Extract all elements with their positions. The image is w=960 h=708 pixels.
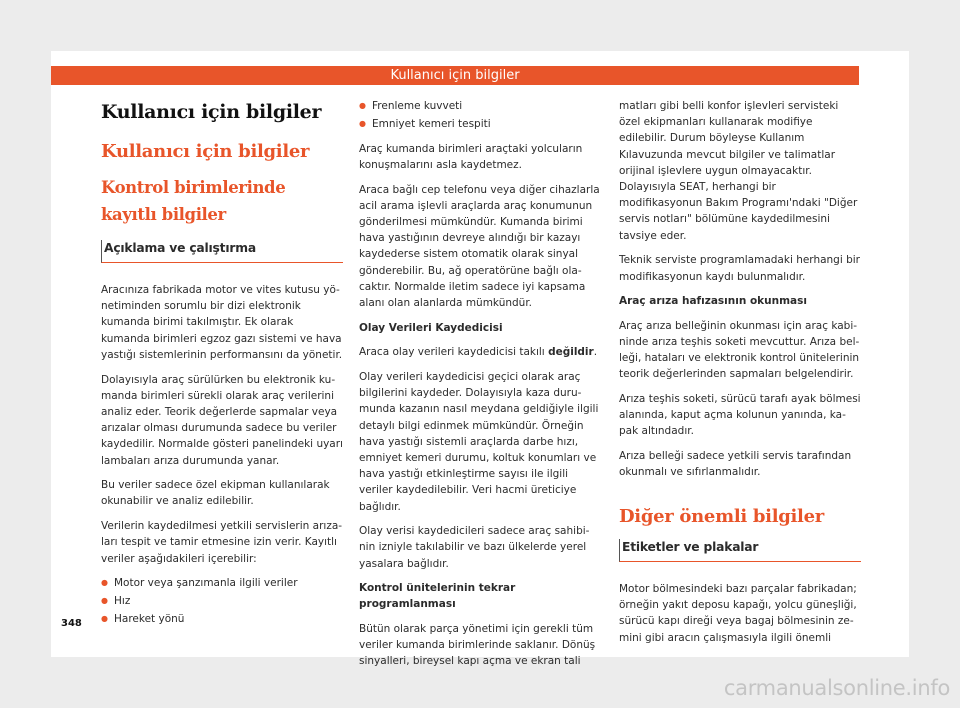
fault-memory-heading: Araç arıza hafızasının okunması bbox=[619, 295, 807, 308]
page-number: 348 bbox=[61, 618, 82, 629]
text-column-3 bbox=[619, 98, 861, 654]
paragraph: matları gibi belli konfor işlevleri servisteki özel ekipmanları kullanarak modifiye edilebilir. Durum böyleyse Kullanım Kılavuzunda mevcut bilgiler ve talimatlar orijinal işlevlere uygun olmayacaktır. Dolayısıyla SEAT, herhangi bir modifikasyonun Bakım Programı'ndaki "Diğer servis notları" bölümüne kaydedilmesini tavsiye eder. bbox=[619, 100, 858, 242]
subsection-title: Kontrol birimlerinde kayıtlı bilgiler bbox=[101, 178, 286, 224]
paragraph: Araç kumanda birimleri araçtaki yolcuların konuşmalarını asla kaydetmez. bbox=[359, 142, 583, 171]
list-item: ● Hareket yönü bbox=[101, 611, 343, 627]
paragraph: Dolayısıyla araç sürülürken bu elektronik kumanda birimleri sürekli olarak araç verilerini analiz eder. Teorik değerlerde sapmalar veya arızalar olması durumunda sadece bu veriler kaydedilir. Normalde gösteri panelindeki uyarı lambaları arıza durumunda yanar. bbox=[101, 373, 343, 467]
watermark: carmanualsonline.info bbox=[723, 676, 950, 700]
paragraph-text: Araca olay verileri kaydedicisi takılı bbox=[359, 346, 549, 359]
emphasis-text: değildir bbox=[548, 346, 594, 359]
text-column-1 bbox=[101, 98, 343, 636]
chapter-banner: Kullanıcı için bilgiler bbox=[51, 66, 859, 85]
paragraph bbox=[359, 344, 601, 360]
paragraph: Olay verileri kaydedicisi geçici olarak araç bilgilerini kaydeder. Dolayısıyla kaza durumunda kazanın nasıl meydana geldiğiyle ilgili detaylı bilgi edinmek mümkündür. Örneğin hava yastığı sistemli araçlarda darbe hızı, emniyet kemeri durumu, koltuk konumları ve hava yastığı etkinleştirme sayısı ile ilgili veriler kaydedilebilir. Veri hacmi üreticiye bağlıdır. bbox=[359, 370, 599, 513]
paragraph: Aracınıza fabrikada motor ve vites kutusu yönetiminden sorumlu bir dizi elektronik kumanda birimi takılmıştır. Ek olarak kumanda birimleri egzoz gazı sistemi ve hava yastığı sistemlerinin performansını da yönetir. bbox=[101, 284, 343, 361]
paragraph: Araca bağlı cep telefonu veya diğer cihazlarla acil arama işlevli araçlarda araç konumunun gönderilmesi mümkündür. Kumanda birimi hava yastığının devreye alındığı bir kazayı kaydederse sistem otomatik olarak sinyal gönderebilir. Bu, ağ operatörüne bağlı olacaktır. Normalde iletim sadece iyi kapsama alanı olan alanlarda mümkündür. bbox=[359, 183, 600, 310]
paragraph: Teknik serviste programlamadaki herhangi bir modifikasyonun kaydı bulunmalıdır. bbox=[619, 254, 861, 283]
edr-heading: Olay Verileri Kaydedicisi bbox=[359, 321, 503, 334]
bullet-list bbox=[359, 98, 601, 132]
bullet-list bbox=[101, 575, 343, 627]
paragraph: Arıza belleği sadece yetkili servis tarafından okunmalı ve sıfırlanmalıdır. bbox=[619, 450, 852, 479]
section-title: Kullanıcı için bilgiler bbox=[101, 141, 310, 162]
list-item: ● Frenleme kuvveti bbox=[359, 98, 601, 114]
reprogramming-heading: Kontrol ünitelerinin tekrar programlanması bbox=[359, 582, 516, 611]
paragraph: Arıza teşhis soketi, sürücü tarafı ayak bölmesi alanında, kaput açma kolunun yanında, kapak altındadır. bbox=[619, 393, 861, 438]
paragraph: Verilerin kaydedilmesi yetkili servislerin arızaları tespit ve tamir etmesine izin verir. Kayıtlı veriler aşağıdakileri içerebilir: bbox=[101, 520, 343, 565]
chapter-title: Kullanıcı için bilgiler bbox=[101, 101, 322, 123]
paragraph: Motor bölmesindeki bazı parçalar fabrikadan; örneğin yakıt deposu kapağı, yolcu güneşliği, sürücü kapı direği veya bagaj bölmesinin zemini gibi aracın çalışmasıyla ilgili önemli bbox=[619, 583, 857, 644]
paragraph-text: . bbox=[593, 346, 598, 359]
paragraph: Bu veriler sadece özel ekipman kullanılarak okunabilir ve analiz edilebilir. bbox=[101, 479, 330, 508]
topic-heading: Etiketler ve plakalar bbox=[619, 539, 861, 562]
section-title: Diğer önemli bilgiler bbox=[619, 506, 824, 528]
paragraph: Araç arıza belleğinin okunması için araç kabininde arıza teşhis soketi mevcuttur. Arıza belleği, hataları ve elektronik kontrol ünitelerinin teorik değerlerinden sapmaları belgelendirir. bbox=[619, 319, 860, 381]
list-item: ● Emniyet kemeri tespiti bbox=[359, 116, 601, 132]
list-item: ● Hız bbox=[101, 593, 343, 609]
topic-heading: Açıklama ve çalıştırma bbox=[101, 240, 343, 263]
list-item: ● Motor veya şanzımanla ilgili veriler bbox=[101, 575, 343, 591]
text-column-2 bbox=[359, 98, 601, 678]
paragraph: Olay verisi kaydedicileri sadece araç sahibinin izniyle takılabilir ve bazı ülkelerde yerel yasalara bağlıdır. bbox=[359, 525, 590, 570]
paragraph: Bütün olarak parça yönetimi için gerekli tüm veriler kumanda birimlerinde saklanır. Dönüş sinyalleri, bireysel kapı açma ve ekran tali bbox=[359, 622, 596, 668]
